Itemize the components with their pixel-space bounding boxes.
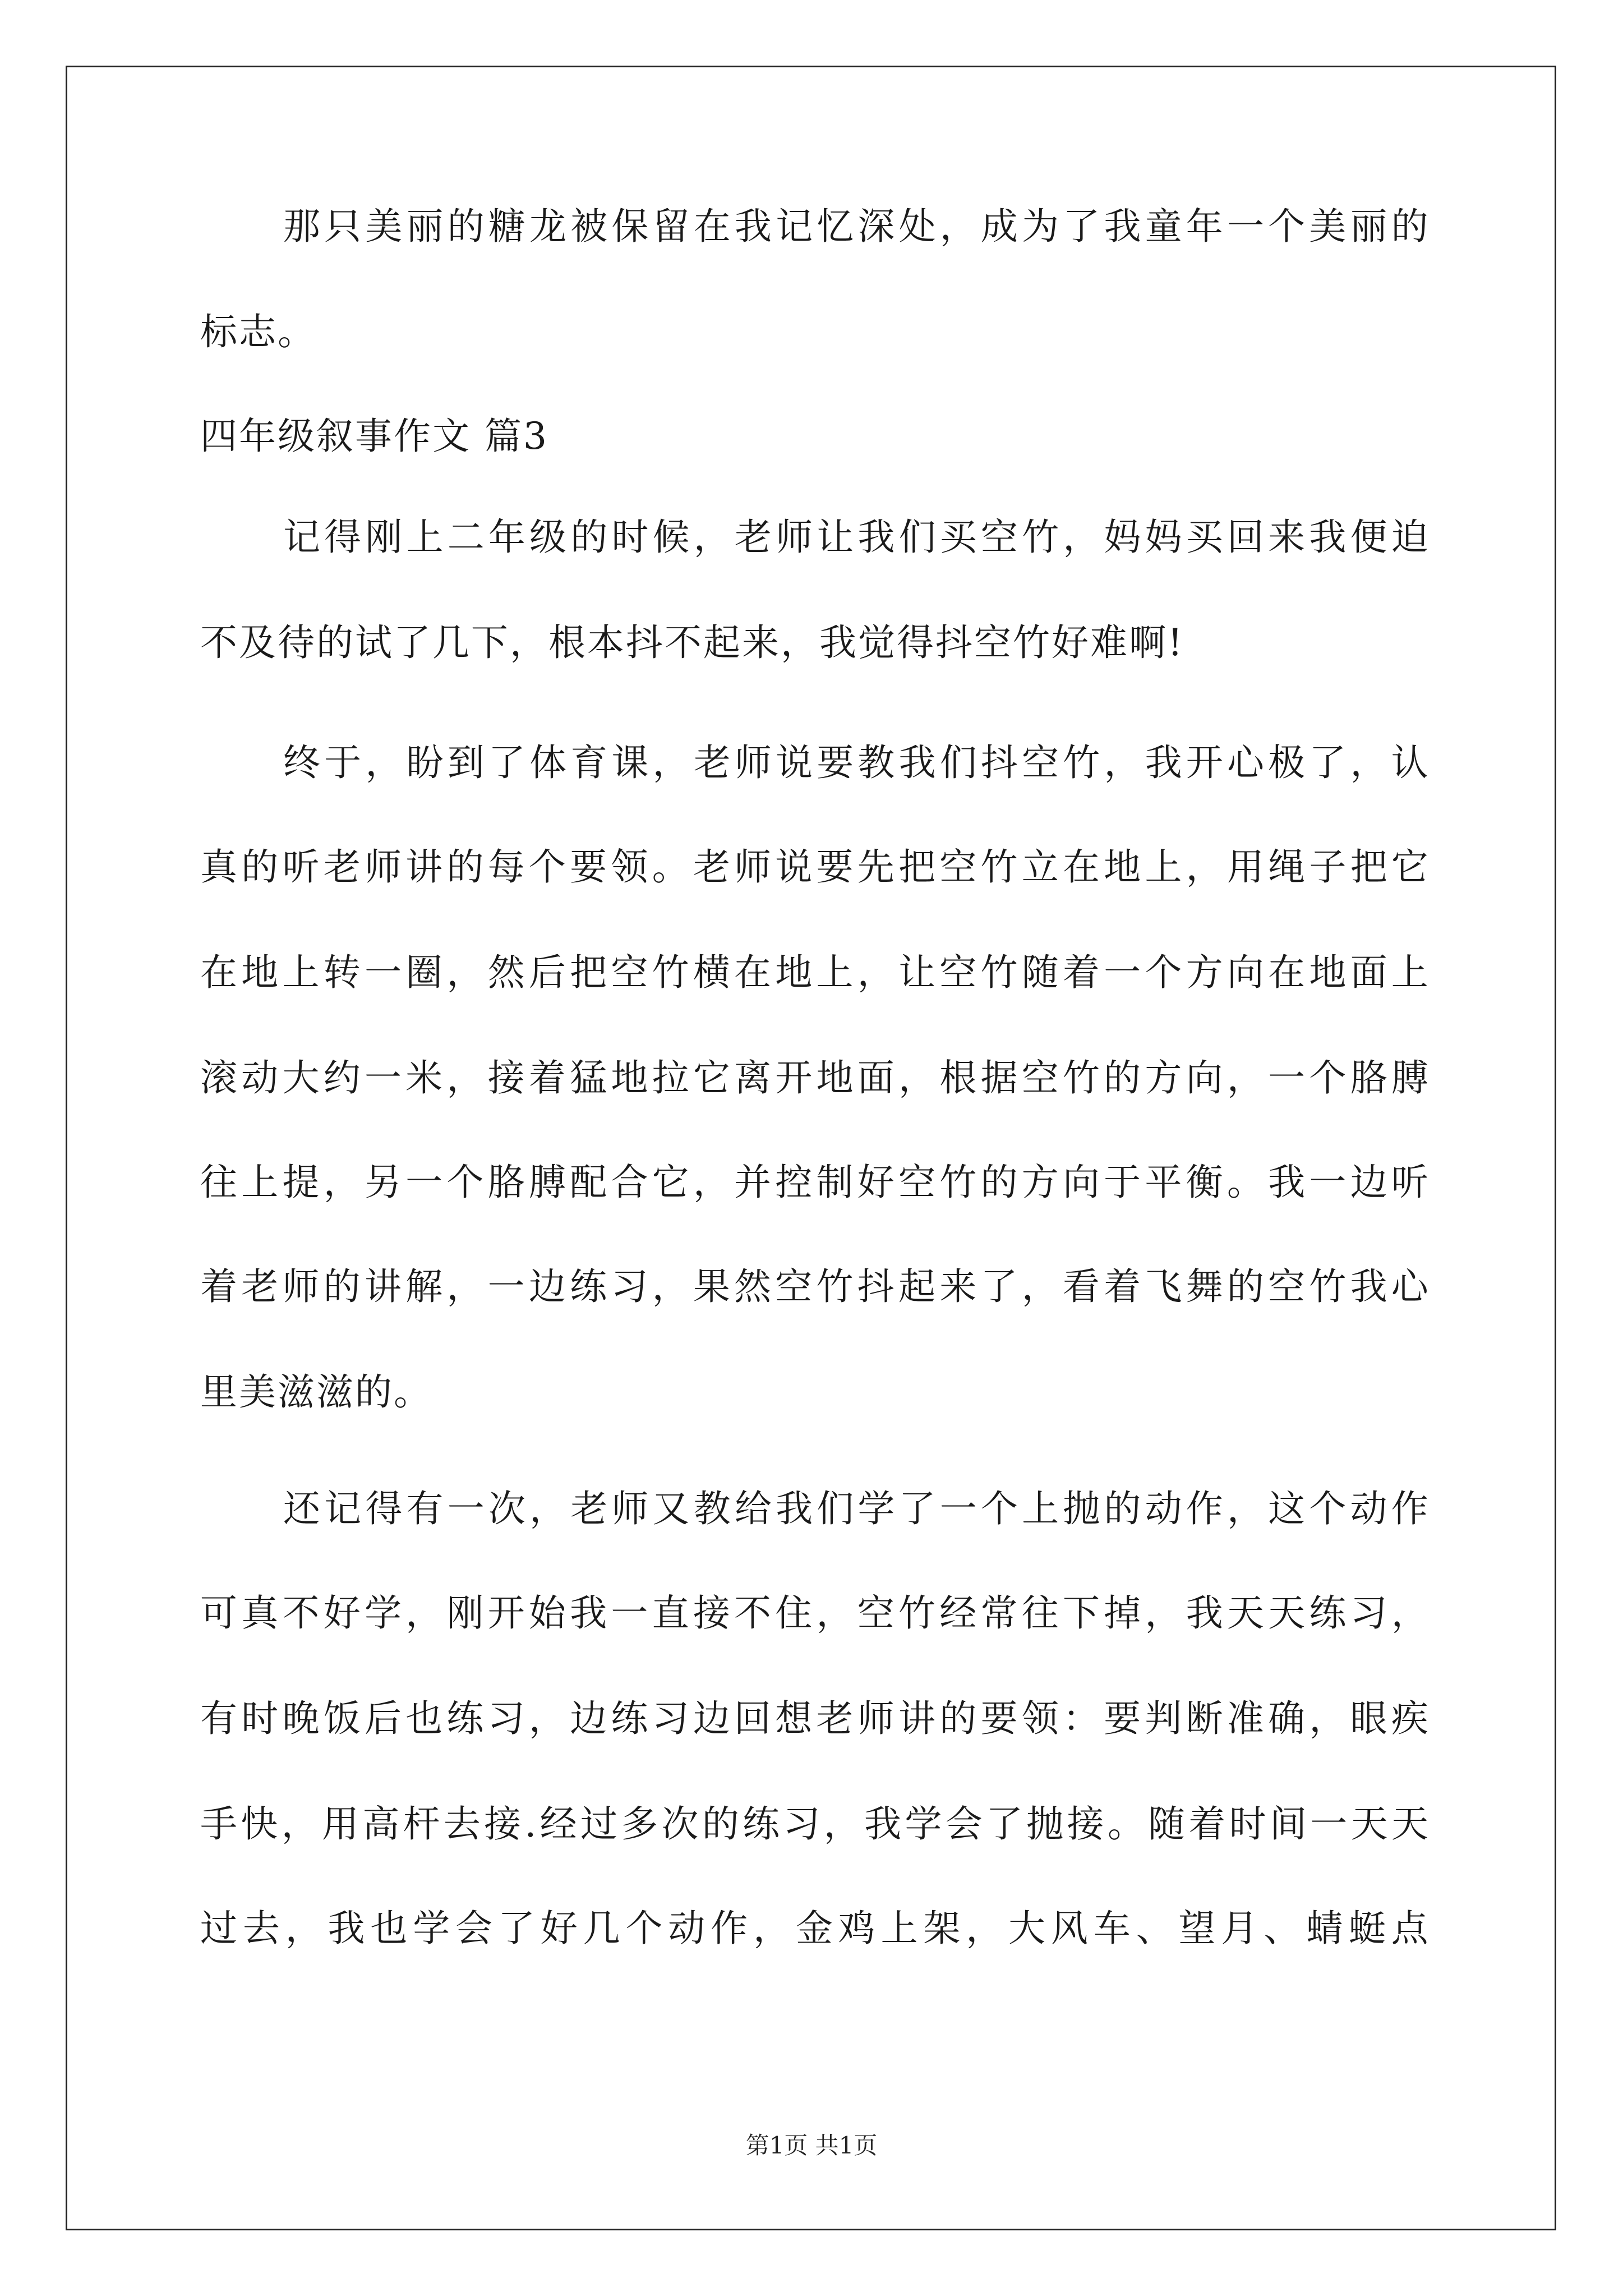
text-line: 着 老 师 的 讲 解 ， 一 边 练 习 ， 果 然 空 竹 抖 起 来 了 ， 看 着 飞 舞 的 空 竹 我 心 xyxy=(200,1265,1428,1308)
text-line: 可 真 不 好 学 ， 刚 开 始 我 一 直 接 不 住 ， 空 竹 经 常 往 下 掉 ， 我 天 天 练 习 ， xyxy=(200,1591,1428,1635)
section-heading: 四年级叙事作文 篇3 xyxy=(200,415,548,458)
text-line: 真 的 听 老 师 讲 的 每 个 要 领 。 老 师 说 要 先 把 空 竹 立 在 地 上 ， 用 绳 子 把 它 xyxy=(200,845,1428,889)
text-line: 终 于 ， 盼 到 了 体 育 课 ， 老 师 说 要 教 我 们 抖 空 竹 ， 我 开 心 极 了 ， 认 xyxy=(283,741,1428,784)
text-line: 记 得 刚 上 二 年 级 的 时 候 ， 老 师 让 我 们 买 空 竹 ， 妈 妈 买 回 来 我 便 迫 xyxy=(283,516,1428,559)
document-body xyxy=(200,205,1428,1950)
text-line: 过 去 ， 我 也 学 会 了 好 几 个 动 作 ， 金 鸡 上 架 ， 大 风 车 、 望 月 、 蜻 蜓 点 xyxy=(200,1907,1428,1950)
text-line: 往 上 提 ， 另 一 个 胳 膊 配 合 它 ， 并 控 制 好 空 竹 的 方 向 于 平 衡 。 我 一 边 听 xyxy=(200,1161,1428,1204)
text-line: 有 时 晚 饭 后 也 练 习 ， 边 练 习 边 回 想 老 师 讲 的 要 领 ： 要 判 断 准 确 ， 眼 疾 xyxy=(200,1697,1428,1740)
text-line: 滚 动 大 约 一 米 ， 接 着 猛 地 拉 它 离 开 地 面 ， 根 据 空 竹 的 方 向 ， 一 个 胳 膊 xyxy=(200,1056,1428,1099)
text-line: 标志。 xyxy=(200,310,316,353)
text-line: 手 快 ， 用 高 杆 去 接 . 经 过 多 次 的 练 习 ， 我 学 会 了 抛 接 。 随 着 时 间 一 天 天 xyxy=(200,1802,1428,1846)
text-line: 不及待的试了几下，根本抖不起来，我觉得抖空竹好难啊! xyxy=(200,621,1184,664)
page-number-footer: 第1页 共1页 xyxy=(745,2132,878,2159)
text-line: 在 地 上 转 一 圈 ， 然 后 把 空 竹 横 在 地 上 ， 让 空 竹 随 着 一 个 方 向 在 地 面 上 xyxy=(200,951,1428,994)
text-line: 那 只 美 丽 的 糖 龙 被 保 留 在 我 记 忆 深 处 ， 成 为 了 我 童 年 一 个 美 丽 的 xyxy=(283,205,1428,248)
text-line: 里美滋滋的。 xyxy=(200,1370,432,1414)
text-line: 还 记 得 有 一 次 ， 老 师 又 教 给 我 们 学 了 一 个 上 抛 的 动 作 ， 这 个 动 作 xyxy=(283,1487,1428,1530)
